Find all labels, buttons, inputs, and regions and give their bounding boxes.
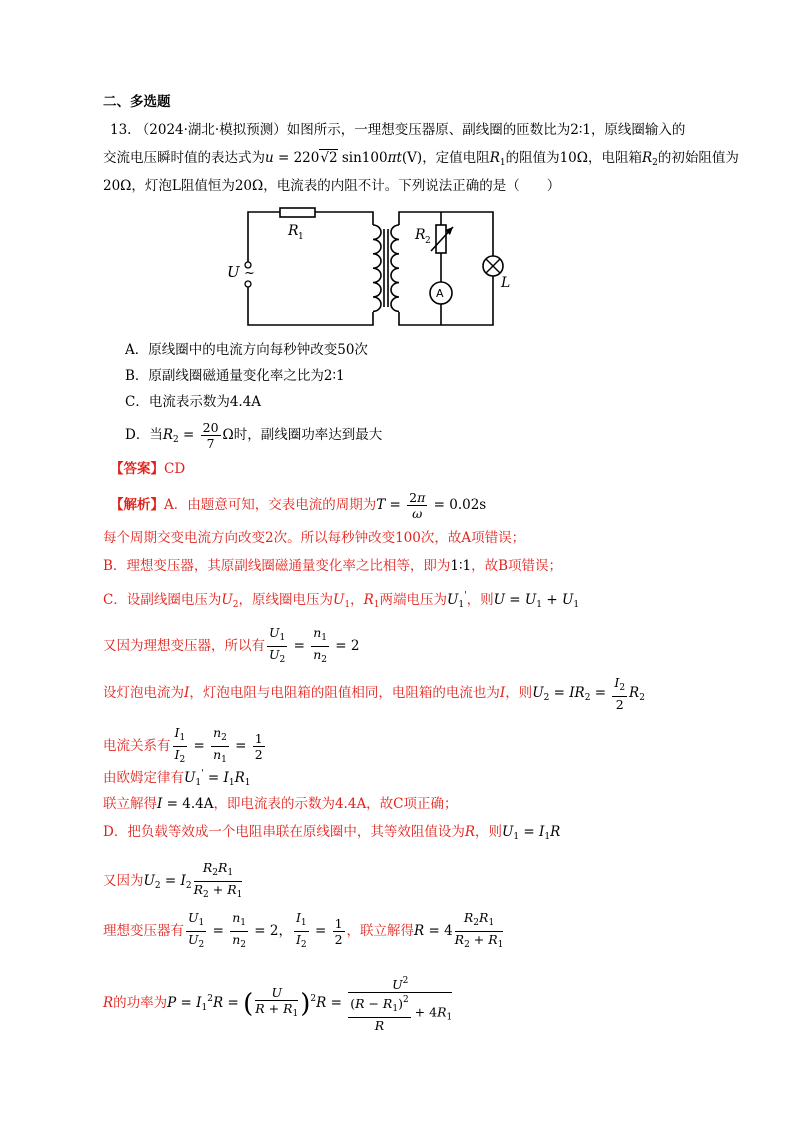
analysis-text: 设灯泡电流为 bbox=[103, 685, 184, 701]
question-text: 的初始阻值为 bbox=[657, 150, 739, 166]
analysis-text: ，则 bbox=[475, 824, 502, 840]
analysis-line-6: 设灯泡电流为I，灯泡电阻与电阻箱的阻值相同，电阻箱的电流也为I，则$U_2 = IR_2$ = $\frac{I_2}{2}$ $R_2$ bbox=[103, 675, 645, 712]
analysis-line-7 bbox=[103, 725, 267, 768]
analysis-text: 两端电压为 bbox=[379, 592, 447, 608]
analysis-text: C．设副线圈电压为 bbox=[103, 592, 222, 608]
question-line-3: 20Ω，灯泡L阻值恒为20Ω，电流表的内阻不计。下列说法正确的是（ ） bbox=[103, 178, 561, 194]
analysis-text: A．由题意可知，交表电流的周期为 bbox=[164, 497, 377, 513]
analysis-line-5 bbox=[103, 625, 359, 668]
analysis-text: ，故B项错误； bbox=[471, 558, 563, 574]
question-number: 13. bbox=[110, 122, 132, 138]
r1-label: R bbox=[288, 223, 299, 239]
answer-label: 【答案】 bbox=[110, 461, 164, 477]
analysis-text: 联立解得 bbox=[103, 796, 157, 812]
power-formula: $P = I_1^2R$ = ( $\frac{U}{R + R_1}$ )$^2$R = $U^2$ $\frac{(R - R_1)^2}{R}$ + $4R_1$ bbox=[167, 976, 453, 1033]
option-a: A．原线圈中的电流方向每秒钟改变50次 bbox=[125, 342, 368, 358]
section-title: 二、多选题 bbox=[103, 94, 171, 110]
analysis-text: D．把负载等效成一个电阻串联在原线圈中，其等效阻值设为 bbox=[103, 824, 465, 840]
voltage-ratio-formula: $\frac{U_1}{U_2}$ = $\frac{n_1}{n_2}$ = 2 bbox=[269, 625, 360, 665]
analysis-line-12 bbox=[103, 910, 505, 953]
question-text: 交流电压瞬时值的表达式为 bbox=[103, 150, 265, 166]
analysis-line-8 bbox=[103, 764, 251, 793]
r2-label: R bbox=[415, 227, 426, 243]
r2-subscript: 2 bbox=[425, 236, 431, 246]
source-terminal-icon bbox=[245, 281, 251, 287]
answer-value: CD bbox=[164, 461, 186, 477]
lamp-label: L bbox=[501, 275, 511, 291]
current-result: I = 4.4A bbox=[157, 796, 214, 812]
period-formula: T = $\frac{2\pi}{\omega}$ = 0.02s bbox=[376, 490, 487, 521]
analysis-text: ，即电流表的示数为4.4A，故C项正确； bbox=[213, 796, 458, 812]
option-b-text: B．原副线圈磁通量变化率之比为 bbox=[125, 368, 324, 384]
analysis-text: 理想变压器有 bbox=[103, 923, 184, 939]
question-text: 的阻值为10Ω，电阻箱 bbox=[505, 150, 642, 166]
circuit-diagram bbox=[225, 207, 545, 327]
option-b bbox=[125, 366, 345, 386]
option-d-text: 时，副线圈功率达到最大 bbox=[233, 427, 383, 443]
voltage-sum-formula: $U = U_1 + U_1$ bbox=[493, 592, 580, 610]
question-line-2: 交流电压瞬时值的表达式为u = 220√2 sin100πt(V)，定值电阻$R_1$的阻值为10Ω，电阻箱$R_2$的初始阻值为 bbox=[103, 150, 739, 168]
analysis-text: 的功率为 bbox=[113, 995, 168, 1011]
analysis-line-9 bbox=[103, 794, 458, 814]
analysis-line-3 bbox=[103, 556, 562, 576]
equivalent-resistance: R = 4 $\frac{R_2R_1}{R_2 + R_1}$ bbox=[414, 910, 504, 950]
analysis-line-13: R的功率为$P = I_1^2R$ = ( $\frac{U}{R + R_1}$ )$^2$R = $U^2$ $\frac{(R - R_1)^2}{R}$ + $4R_1$ bbox=[103, 976, 453, 1033]
option-d-text: D．当 bbox=[125, 427, 163, 443]
analysis-line-4: C．设副线圈电压为$U_2$，原线圈电压为$U_1$，$R_1$两端电压为$U_1'$，则$U = U_1 + U_1$ bbox=[103, 591, 580, 610]
question-source: （2024·湖北·模拟预测） bbox=[135, 122, 287, 138]
analysis-text: 由欧姆定律有 bbox=[103, 770, 184, 786]
option-c: C．电流表示数为4.4A bbox=[125, 394, 262, 410]
analysis-text: ，联立解得 bbox=[346, 923, 415, 939]
ohm-formula: $U_1' = I_1R_1$ bbox=[184, 769, 251, 788]
analysis-text: ，灯泡电阻与电阻箱的阻值相同，电阻箱的电流也为 bbox=[189, 685, 500, 701]
u1-formula: $U_1 = I_1R$ bbox=[502, 824, 561, 842]
analysis-text: 又因为 bbox=[103, 873, 144, 889]
question-text: ，原线圈输入的 bbox=[590, 122, 686, 138]
ac-tilde: ~ bbox=[244, 266, 255, 281]
analysis-text: ，则 bbox=[466, 592, 494, 608]
r1-subscript: 1 bbox=[298, 232, 304, 242]
answer-line bbox=[110, 459, 185, 479]
question-line-1 bbox=[110, 120, 685, 140]
voltage-expression: u = 220√2 sin100πt(V) bbox=[265, 150, 423, 166]
question-text: ，定值电阻 bbox=[422, 150, 490, 166]
analysis-line-2: 每个周期交变电流方向改变2次。所以每秒钟改变100次，故A项错误； bbox=[103, 530, 526, 546]
current-ratio-formula: $\frac{I_1}{I_2}$ = $\frac{n_2}{n_1}$ = $\frac{1}{2}$ bbox=[174, 725, 263, 765]
analysis-text: ，则 bbox=[505, 685, 533, 701]
analysis-text: ，原线圈电压为 bbox=[238, 592, 333, 608]
analysis-line-11 bbox=[103, 860, 244, 903]
u2-parallel-formula: $U_2 = I_2$ $\frac{R_2R_1}{R_2 + R_1}$ bbox=[143, 860, 243, 900]
turns-ratio: 2∶1 bbox=[570, 122, 591, 138]
analysis-text: B．理想变压器，其原副线圈磁通量变化率之比相等，即为 bbox=[103, 558, 451, 574]
analysis-text: 电流关系有 bbox=[103, 738, 171, 754]
transformer-ratios: $\frac{U_1}{U_2}$ = $\frac{n_1}{n_2}$ = 2， $\frac{I_1}{I_2}$ = $\frac{1}{2}$ bbox=[188, 910, 343, 950]
option-d bbox=[125, 420, 382, 451]
question-text: 如图所示，一理想变压器原、副线圈的匝数比为 bbox=[286, 122, 571, 138]
option-d-formula: $R_2$ = $\frac{20}{7}$ Ω bbox=[162, 420, 234, 451]
ammeter-label: A bbox=[436, 287, 444, 300]
flux-ratio: 1∶1 bbox=[450, 558, 472, 574]
source-label: U bbox=[227, 263, 240, 281]
analysis-text: 又因为理想变压器，所以有 bbox=[103, 638, 265, 654]
option-b-ratio: 2∶1 bbox=[323, 368, 345, 384]
lamp-icon bbox=[483, 256, 503, 276]
u2-formula: $U_2 = IR_2$ = $\frac{I_2}{2}$ $R_2$ bbox=[532, 675, 645, 712]
analysis-line-10: D．把负载等效成一个电阻串联在原线圈中，其等效阻值设为R，则$U_1 = I_1R$ bbox=[103, 824, 561, 842]
analysis-text: ， bbox=[350, 592, 364, 608]
analysis-line-1 bbox=[110, 490, 486, 521]
analysis-label: 【解析】 bbox=[110, 497, 164, 513]
